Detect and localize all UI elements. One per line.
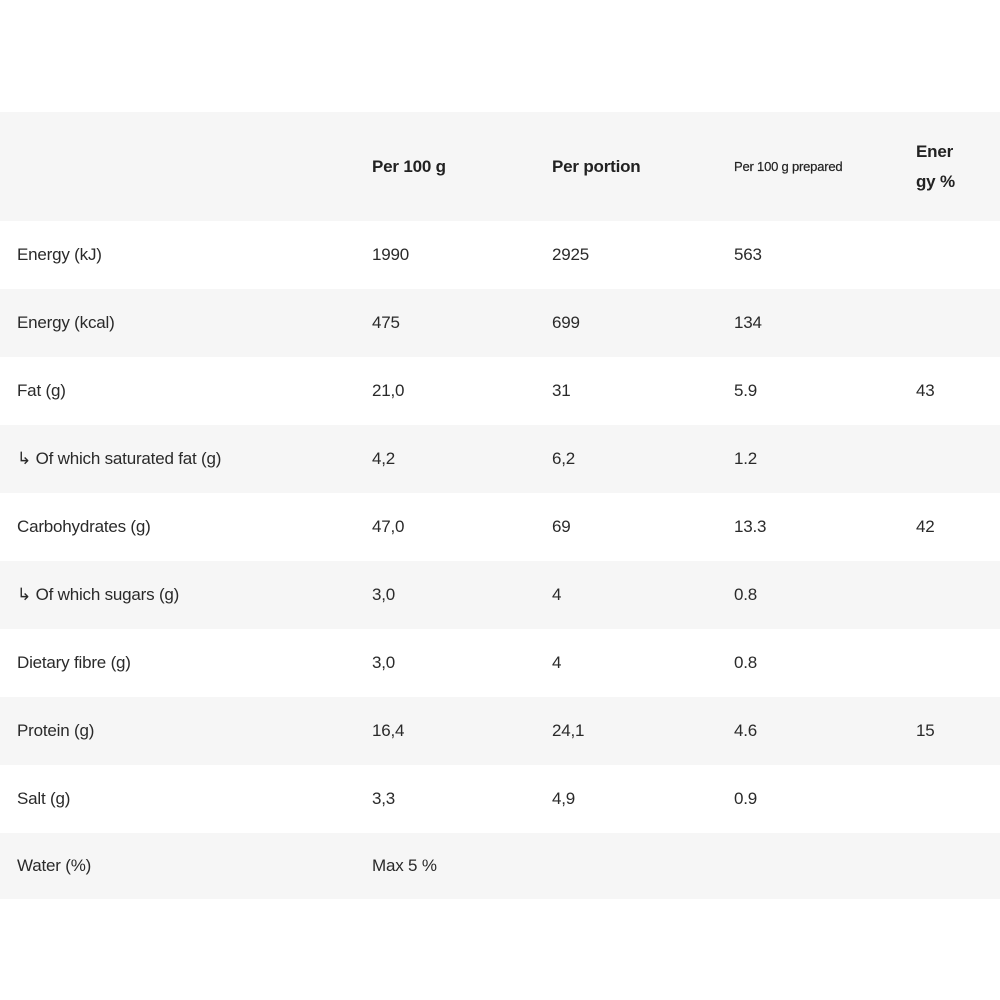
table-row: [0, 493, 1000, 561]
row-label: Protein (g): [17, 721, 95, 740]
cell-per-100g: 3,0: [372, 653, 396, 672]
cell-per-100g-prepared: 1.2: [734, 449, 758, 468]
cell-per-portion: 69: [552, 517, 571, 536]
row-label: Carbohydrates (g): [17, 517, 151, 536]
cell-per-portion: 4: [552, 653, 562, 672]
header-per-100g: Per 100 g: [372, 156, 446, 176]
row-label: Fat (g): [17, 381, 66, 400]
row-label: Energy (kJ): [17, 245, 102, 264]
cell-per-100g: 475: [372, 313, 400, 332]
nutrition-table: [0, 112, 1000, 899]
cell-per-portion: 6,2: [552, 449, 576, 468]
cell-per-100g-prepared: 5.9: [734, 381, 758, 400]
cell-per-portion: 4: [552, 585, 562, 604]
table-row: [0, 561, 1000, 629]
cell-per-100g: 4,2: [372, 449, 396, 468]
cell-energy-percent: [899, 289, 1000, 357]
table-row: [0, 221, 1000, 289]
cell-energy-percent: [899, 765, 1000, 833]
cell-per-portion: 31: [552, 381, 571, 400]
row-label: Dietary fibre (g): [17, 653, 131, 672]
cell-per-100g-prepared: [717, 833, 899, 899]
table-row: [0, 833, 1000, 899]
table-row: [0, 697, 1000, 765]
row-label: Salt (g): [17, 789, 71, 808]
table-row: [0, 629, 1000, 697]
cell-per-portion: 699: [552, 313, 580, 332]
cell-per-100g: 47,0: [372, 517, 405, 536]
cell-per-100g: 1990: [372, 245, 410, 264]
cell-per-100g: 16,4: [372, 721, 405, 740]
cell-per-100g-prepared: 0.8: [734, 653, 758, 672]
cell-per-100g-prepared: 4.6: [734, 721, 758, 740]
cell-per-portion: 2925: [552, 245, 590, 264]
header-energy-percent: Energy %: [916, 141, 955, 191]
row-label: Energy (kcal): [17, 313, 115, 332]
header-per-portion: Per portion: [552, 156, 641, 176]
cell-energy-percent: 15: [916, 721, 935, 740]
table-row: [0, 425, 1000, 493]
cell-per-100g-prepared: 0.8: [734, 585, 758, 604]
table-row: [0, 765, 1000, 833]
cell-energy-percent: [899, 833, 1000, 899]
cell-per-portion: 24,1: [552, 721, 585, 740]
cell-energy-percent: [899, 221, 1000, 289]
cell-per-portion: [535, 833, 717, 899]
table-row: [0, 357, 1000, 425]
cell-per-100g-prepared: 563: [734, 245, 762, 264]
cell-energy-percent: 42: [916, 517, 935, 536]
cell-energy-percent: [899, 629, 1000, 697]
cell-energy-percent: [899, 561, 1000, 629]
row-label: Water (%): [17, 856, 92, 875]
cell-per-100g: 21,0: [372, 381, 405, 400]
header-per-100g-prepared: Per 100 g prepared: [734, 159, 843, 174]
table-row: [0, 289, 1000, 357]
row-label: ↳ Of which sugars (g): [17, 585, 180, 604]
cell-per-100g-prepared: 13.3: [734, 517, 767, 536]
cell-per-100g: Max 5 %: [372, 856, 437, 875]
cell-energy-percent: 43: [916, 381, 935, 400]
cell-energy-percent: [899, 425, 1000, 493]
cell-per-100g: 3,0: [372, 585, 396, 604]
cell-per-portion: 4,9: [552, 789, 576, 808]
row-label: ↳ Of which saturated fat (g): [17, 449, 222, 468]
cell-per-100g-prepared: 134: [734, 313, 762, 332]
table-header-row: [0, 112, 1000, 221]
header-label: [0, 112, 355, 221]
cell-per-100g-prepared: 0.9: [734, 789, 758, 808]
cell-per-100g: 3,3: [372, 789, 396, 808]
